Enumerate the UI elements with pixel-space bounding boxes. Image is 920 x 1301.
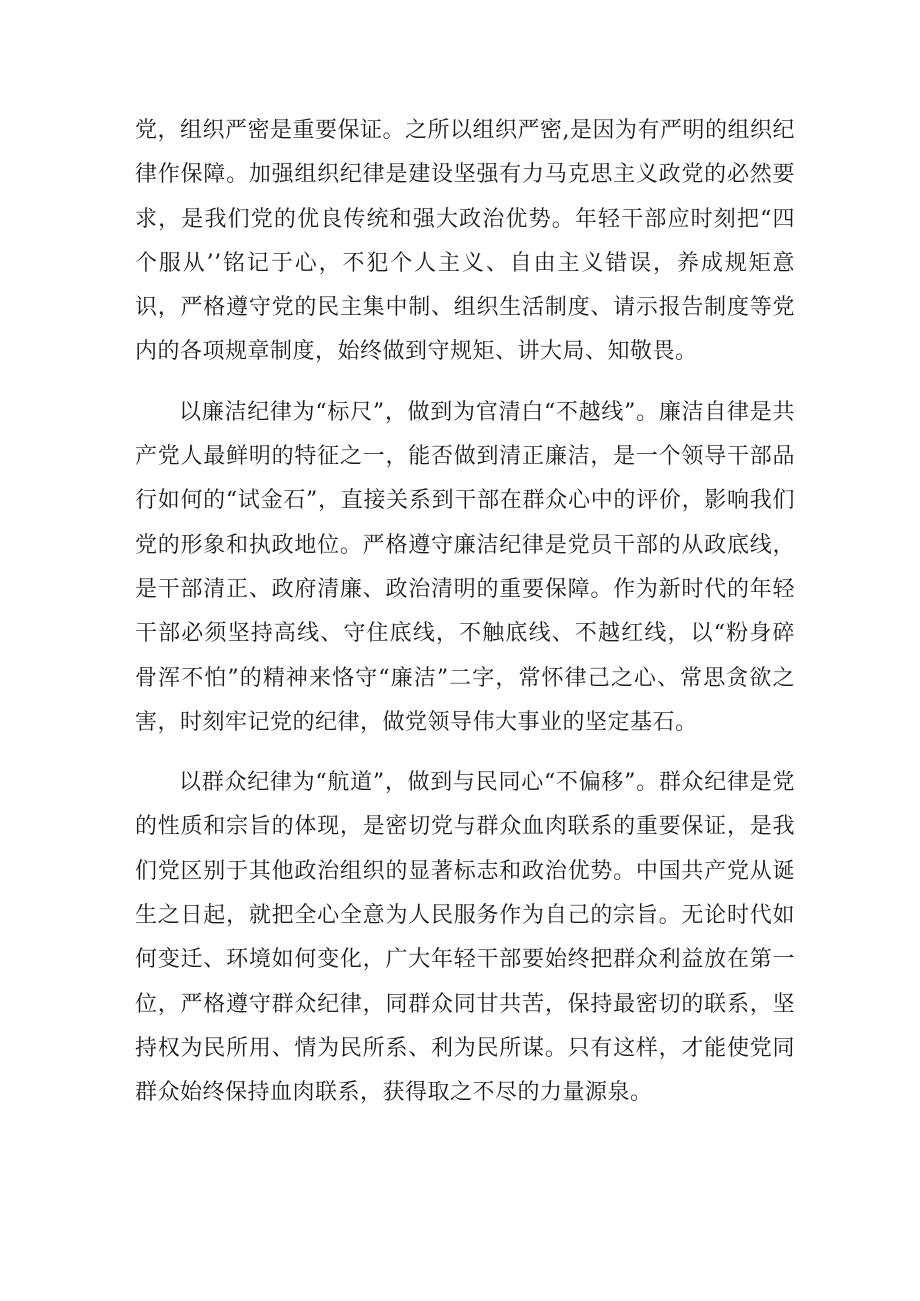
document-body [135,109,795,1132]
paragraph-1: 党，组织严密是重要保证。之所以组织严密,是因为有严明的组织纪律作保障。加强组织纪律是建设坚强有力马克思主义政党的必然要求，是我们党的优良传统和强大政治优势。年轻干部应时刻把“四个服从’’铭记于心，不犯个人主义、自由主义错误，养成规矩意识，严格遵守党的民主集中制、组织生活制度、请示报告制度等党内的各项规章制度，始终做到守规矩、讲大局、知敬畏。 [135,118,795,365]
paragraph-3: 以群众纪律为“航道”，做到与民同心“不偏移”。群众纪律是党的性质和宗旨的体现，是密切党与群众血肉联系的重要保证，是我们党区别于其他政治组织的显著标志和政治优势。中国共产党从诞生之日起，就把全心全意为人民服务作为自己的宗旨。无论时代如何变迁、环境如何变化，广大年轻干部要始终把群众利益放在第一位，严格遵守群众纪律，同群众同甘共苦，保持最密切的联系，坚持权为民所用、情为民所系、利为民所谋。只有这样，才能使党同群众始终保持血肉联系，获得取之不尽的力量源泉。 [135,770,795,1106]
paragraph-2: 以廉洁纪律为“标尺”，做到为官清白“不越线”。廉洁自律是共产党人最鲜明的特征之一，能否做到清正廉洁，是一个领导干部品行如何的“试金石”，直接关系到干部在群众心中的评价，影响我们党的形象和执政地位。严格遵守廉洁纪律是党员干部的从政底线，是干部清正、政府清廉、政治清明的重要保障。作为新时代的年轻干部必须坚持高线、守住底线，不触底线、不越红线，以“粉身碎骨浑不怕”的精神来恪守“廉洁”二字，常怀律己之心、常思贪欲之害，时刻牢记党的纪律，做党领导伟大事业的坚定基石。 [135,399,795,735]
